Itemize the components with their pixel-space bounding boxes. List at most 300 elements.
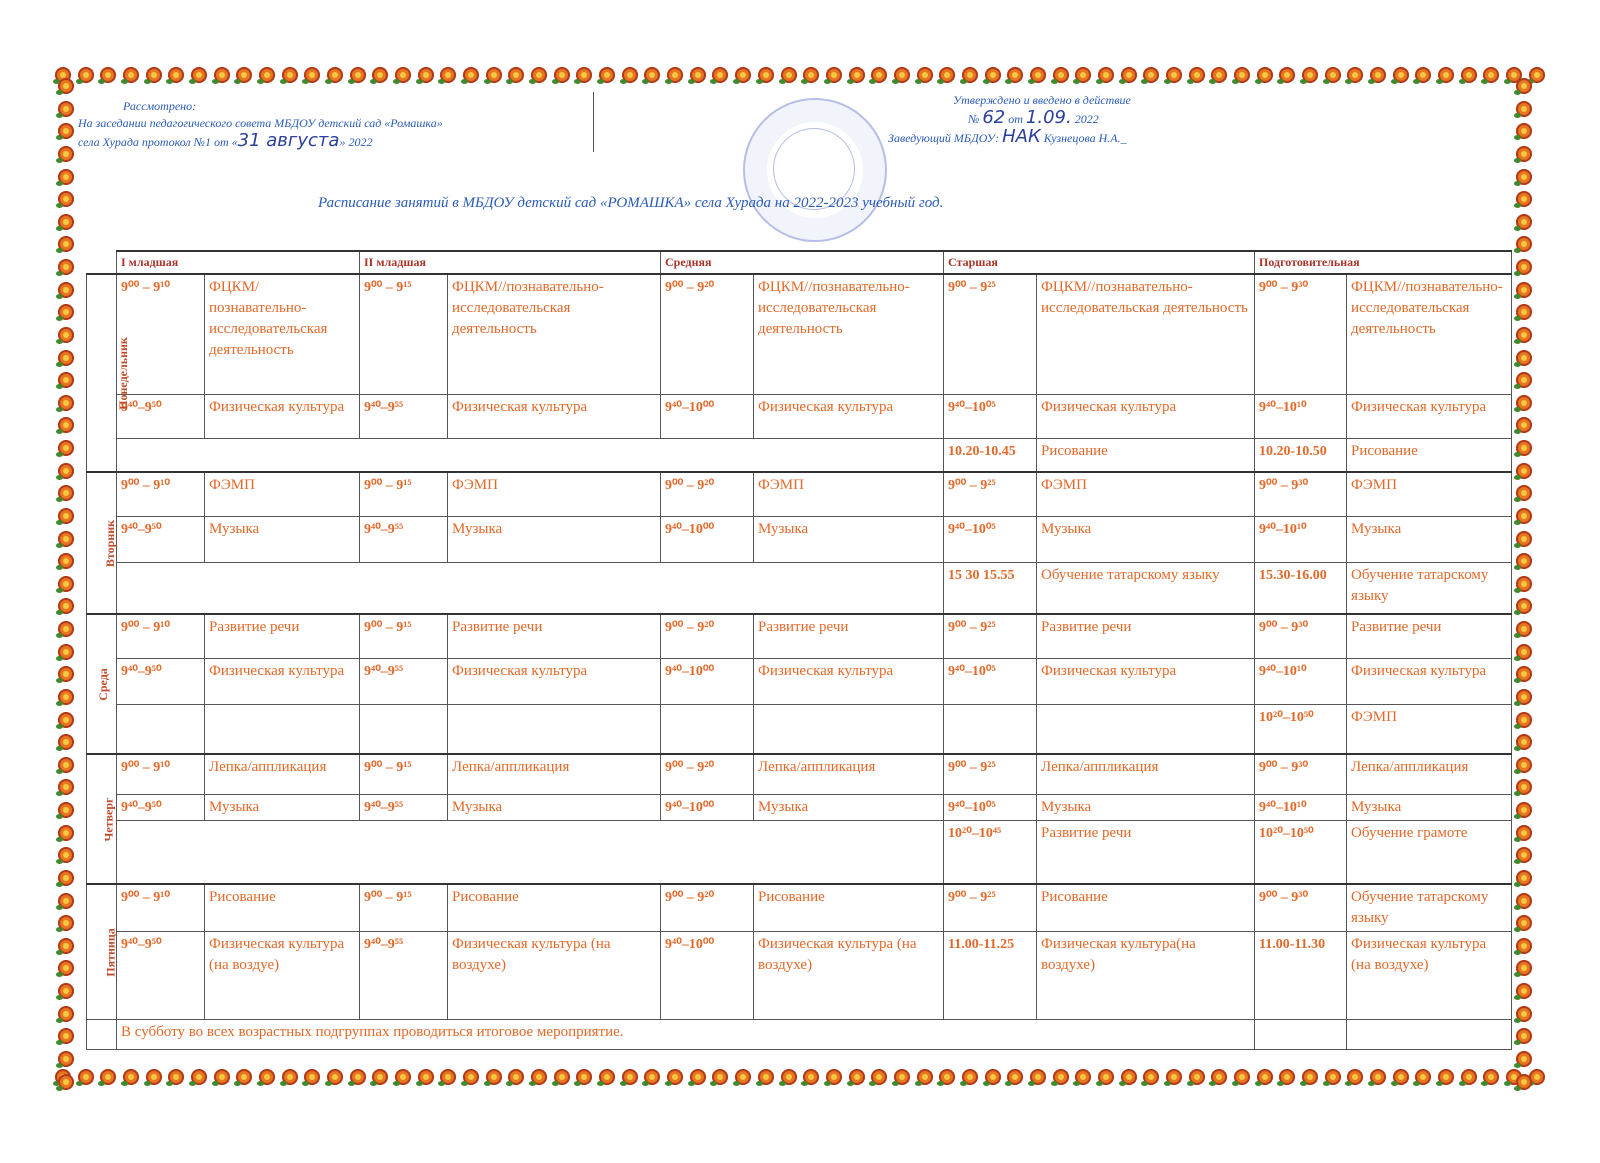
lesson-cell: Физическая культура(на воздухе) <box>1037 932 1255 1020</box>
flower-ornament <box>58 101 74 117</box>
flower-ornament <box>667 1069 683 1085</box>
empty-cell <box>1037 704 1255 754</box>
flower-ornament <box>1516 417 1532 433</box>
border-bottom <box>55 1066 1545 1088</box>
lesson-cell: ФЭМП <box>205 472 360 516</box>
flower-ornament <box>395 67 411 83</box>
flower-ornament <box>1347 67 1363 83</box>
flower-ornament <box>58 757 74 773</box>
flower-ornament <box>894 67 910 83</box>
flower-ornament <box>1516 847 1532 863</box>
flower-ornament <box>1415 1069 1431 1085</box>
lesson-cell: Музыка <box>754 794 944 820</box>
flower-ornament <box>1516 282 1532 298</box>
lesson-cell: ФЭМП <box>1037 472 1255 516</box>
time-cell: 9⁴⁰–9⁵⁵ <box>360 794 448 820</box>
flower-ornament <box>1516 1006 1532 1022</box>
flower-ornament <box>1098 67 1114 83</box>
lesson-cell: Рисование <box>1037 438 1255 472</box>
flower-ornament <box>214 67 230 83</box>
group-middle: Средняя <box>661 251 944 274</box>
lesson-cell: Физическая культура <box>1347 394 1512 438</box>
flower-ornament <box>58 598 74 614</box>
flower-ornament <box>1438 67 1454 83</box>
flower-ornament <box>871 1069 887 1085</box>
group-senior: Старшая <box>944 251 1255 274</box>
flower-ornament <box>849 67 865 83</box>
flower-ornament <box>1143 1069 1159 1085</box>
flower-ornament <box>1516 78 1532 94</box>
flower-ornament <box>1189 67 1205 83</box>
time-cell: 9⁰⁰ – 9³⁰ <box>1255 472 1347 516</box>
day-tuesday-label: Вторник <box>103 519 118 567</box>
flower-ornament <box>1516 712 1532 728</box>
considered-label: Рассмотрено: <box>123 99 197 113</box>
lesson-cell: Физическая культура (на воздухе) <box>754 932 944 1020</box>
flower-ornament <box>58 485 74 501</box>
empty-cell <box>944 704 1037 754</box>
thu-row-2 <box>87 794 1512 820</box>
flower-ornament <box>1279 1069 1295 1085</box>
flower-ornament <box>644 1069 660 1085</box>
wed-row-2 <box>87 658 1512 704</box>
flower-ornament <box>849 1069 865 1085</box>
lesson-cell: Лепка/аппликация <box>1347 754 1512 794</box>
time-cell: 9⁴⁰–9⁵⁵ <box>360 932 448 1020</box>
flower-ornament <box>58 802 74 818</box>
flower-ornament <box>236 67 252 83</box>
lesson-cell: Музыка <box>448 516 661 562</box>
flower-ornament <box>146 67 162 83</box>
flower-ornament <box>599 1069 615 1085</box>
lesson-cell: Развитие речи <box>754 614 944 658</box>
time-cell: 15 30 15.55 <box>944 562 1037 614</box>
protocol-suffix: » 2022 <box>339 135 373 149</box>
page-title: Расписание занятий в МБДОУ детский сад «РОМАШКА» села Хурада на 2022-2023 учебный год. <box>318 195 944 211</box>
time-cell: 9⁰⁰ – 9²⁵ <box>944 754 1037 794</box>
flower-ornament <box>100 1069 116 1085</box>
flower-ornament <box>123 67 139 83</box>
flower-ornament <box>1516 463 1532 479</box>
head-name: Кузнецова Н.А._ <box>1043 131 1127 145</box>
lesson-cell: Физическая культура <box>754 658 944 704</box>
lesson-cell: Рисование <box>1347 438 1512 472</box>
flower-ornament <box>1516 508 1532 524</box>
flower-ornament <box>58 508 74 524</box>
group-header-row <box>87 251 1512 274</box>
time-cell: 9⁴⁰–10⁰⁰ <box>661 932 754 1020</box>
flower-ornament <box>58 372 74 388</box>
time-cell: 9⁰⁰ – 9²⁵ <box>944 884 1037 932</box>
flower-ornament <box>1516 644 1532 660</box>
flower-ornament <box>1053 1069 1069 1085</box>
lesson-cell: ФЭМП <box>1347 472 1512 516</box>
flower-ornament <box>917 67 933 83</box>
flower-ornament <box>1516 666 1532 682</box>
lesson-cell: Физическая культура <box>448 658 661 704</box>
official-seal <box>743 98 887 242</box>
lesson-cell: Физическая культура <box>448 394 661 438</box>
flower-ornament <box>871 67 887 83</box>
flower-ornament <box>803 1069 819 1085</box>
flower-ornament <box>1075 1069 1091 1085</box>
flower-ornament <box>58 327 74 343</box>
footer-row <box>87 1020 1512 1050</box>
lesson-cell: Рисование <box>448 884 661 932</box>
lesson-cell: Музыка <box>754 516 944 562</box>
flower-ornament <box>168 1069 184 1085</box>
flower-ornament <box>58 123 74 139</box>
lesson-cell: Физическая культура <box>754 394 944 438</box>
flower-ornament <box>58 576 74 592</box>
lesson-cell: Развитие речи <box>448 614 661 658</box>
flower-ornament <box>1211 67 1227 83</box>
flower-ornament <box>282 67 298 83</box>
flower-ornament <box>1007 67 1023 83</box>
flower-ornament <box>1121 1069 1137 1085</box>
time-cell: 9⁴⁰–10⁰⁵ <box>944 658 1037 704</box>
time-cell: 9⁰⁰ – 9¹⁵ <box>360 614 448 658</box>
flower-ornament <box>1516 395 1532 411</box>
day-friday-label: Пятница <box>103 927 118 977</box>
flower-ornament <box>826 67 842 83</box>
flower-ornament <box>622 67 638 83</box>
flower-ornament <box>1516 1028 1532 1044</box>
flower-ornament <box>58 350 74 366</box>
lesson-cell: ФЭМП <box>448 472 661 516</box>
flower-ornament <box>58 689 74 705</box>
flower-ornament <box>58 870 74 886</box>
flower-ornament <box>1516 1074 1532 1090</box>
flower-ornament <box>58 915 74 931</box>
flower-ornament <box>1516 960 1532 976</box>
lesson-cell: Физическая культура <box>1037 658 1255 704</box>
time-cell: 9⁰⁰ – 9¹⁵ <box>360 884 448 932</box>
flower-ornament <box>576 67 592 83</box>
flower-ornament <box>1121 67 1137 83</box>
time-cell: 10.20-10.45 <box>944 438 1037 472</box>
flower-ornament <box>1461 67 1477 83</box>
flower-ornament <box>372 1069 388 1085</box>
lesson-cell: Физическая культура <box>205 658 360 704</box>
flower-ornament <box>917 1069 933 1085</box>
flower-ornament <box>690 1069 706 1085</box>
flower-ornament <box>58 644 74 660</box>
flower-ornament <box>735 1069 751 1085</box>
flower-ornament <box>1483 1069 1499 1085</box>
lesson-cell: Физическая культура <box>1037 394 1255 438</box>
time-cell: 9⁴⁰–9⁵⁰ <box>117 516 205 562</box>
flower-ornament <box>58 236 74 252</box>
time-cell: 9⁰⁰ – 9²⁰ <box>661 884 754 932</box>
mon-row-3 <box>87 438 1512 472</box>
time-cell: 9⁴⁰–10¹⁰ <box>1255 794 1347 820</box>
flower-ornament <box>58 938 74 954</box>
time-cell: 9⁰⁰ – 9²⁰ <box>661 274 754 394</box>
flower-ornament <box>1516 169 1532 185</box>
flower-ornament <box>58 282 74 298</box>
empty-cell <box>117 562 944 614</box>
time-cell: 9⁴⁰–10⁰⁰ <box>661 658 754 704</box>
flower-ornament <box>1516 621 1532 637</box>
group-preparatory: Подготовительная <box>1255 251 1512 274</box>
mon-row-1 <box>87 274 1512 394</box>
flower-ornament <box>1166 67 1182 83</box>
flower-ornament <box>508 67 524 83</box>
flower-ornament <box>1516 757 1532 773</box>
empty-cell <box>117 704 205 754</box>
flower-ornament <box>939 1069 955 1085</box>
lesson-cell: Музыка <box>1037 794 1255 820</box>
time-cell: 9⁰⁰ – 9¹⁰ <box>117 472 205 516</box>
approval-left <box>78 98 443 151</box>
time-cell: 9⁴⁰–9⁵⁰ <box>117 394 205 438</box>
flower-ornament <box>1166 1069 1182 1085</box>
flower-ornament <box>350 67 366 83</box>
flower-ornament <box>1234 1069 1250 1085</box>
flower-ornament <box>1211 1069 1227 1085</box>
flower-ornament <box>58 1028 74 1044</box>
flower-ornament <box>1483 67 1499 83</box>
flower-ornament <box>1393 1069 1409 1085</box>
flower-ornament <box>58 440 74 456</box>
flower-ornament <box>486 67 502 83</box>
lesson-cell: ФЭМП <box>754 472 944 516</box>
lesson-cell: Обучение грамоте <box>1347 820 1512 884</box>
flower-ornament <box>350 1069 366 1085</box>
time-cell: 9⁰⁰ – 9¹⁰ <box>117 754 205 794</box>
flower-ornament <box>58 463 74 479</box>
lesson-cell: Лепка/аппликация <box>754 754 944 794</box>
lesson-cell: Развитие речи <box>1347 614 1512 658</box>
flower-ornament <box>1516 101 1532 117</box>
flower-ornament <box>1516 915 1532 931</box>
border-top <box>55 64 1545 86</box>
flower-ornament <box>712 67 728 83</box>
schedule-sheet <box>78 90 1518 1065</box>
empty-cell <box>448 704 661 754</box>
flower-ornament <box>58 983 74 999</box>
flower-ornament <box>1516 938 1532 954</box>
head-line <box>888 128 1131 147</box>
flower-ornament <box>1516 531 1532 547</box>
lesson-cell: Рисование <box>754 884 944 932</box>
flower-ornament <box>214 1069 230 1085</box>
flower-ornament <box>1516 191 1532 207</box>
flower-ornament <box>78 67 94 83</box>
empty-cell <box>117 820 944 884</box>
council-line: На заседании педагогического совета МБДОУ детский сад «Ромашка» <box>78 116 443 130</box>
flower-ornament <box>1516 214 1532 230</box>
day-thursday-label: Четверг <box>101 797 116 841</box>
time-cell: 9⁰⁰ – 9²⁵ <box>944 614 1037 658</box>
flower-ornament <box>826 1069 842 1085</box>
flower-ornament <box>1053 67 1069 83</box>
wed-row-3 <box>87 704 1512 754</box>
time-cell: 9⁰⁰ – 9¹⁰ <box>117 614 205 658</box>
flower-ornament <box>58 1006 74 1022</box>
lesson-cell: Музыка <box>448 794 661 820</box>
flower-ornament <box>1516 304 1532 320</box>
time-cell: 10.20-10.50 <box>1255 438 1347 472</box>
flower-ornament <box>1516 123 1532 139</box>
lesson-cell: ФЦКМ//познавательно-исследовательская деятельность <box>448 274 661 394</box>
time-cell: 9⁰⁰ – 9³⁰ <box>1255 884 1347 932</box>
time-cell: 9⁰⁰ – 9¹⁰ <box>117 274 205 394</box>
flower-ornament <box>1516 146 1532 162</box>
flower-ornament <box>372 67 388 83</box>
fri-row-2 <box>87 932 1512 1020</box>
flower-ornament <box>985 67 1001 83</box>
flower-ornament <box>1325 1069 1341 1085</box>
time-cell: 10²⁰–10⁵⁰ <box>1255 704 1347 754</box>
day-tuesday <box>87 472 117 614</box>
time-cell: 9⁰⁰ – 9³⁰ <box>1255 614 1347 658</box>
time-cell: 10²⁰–10⁴⁵ <box>944 820 1037 884</box>
flower-ornament <box>1030 1069 1046 1085</box>
time-cell: 9⁴⁰–10⁰⁵ <box>944 516 1037 562</box>
flower-ornament <box>58 825 74 841</box>
lesson-cell: ФЭМП <box>1347 704 1512 754</box>
flower-ornament <box>735 67 751 83</box>
flower-ornament <box>554 1069 570 1085</box>
flower-ornament <box>58 712 74 728</box>
time-cell: 9⁴⁰–10¹⁰ <box>1255 394 1347 438</box>
flower-ornament <box>58 417 74 433</box>
corner-cell <box>87 251 117 274</box>
flower-ornament <box>1516 870 1532 886</box>
time-cell: 9⁴⁰–10⁰⁵ <box>944 394 1037 438</box>
flower-ornament <box>58 191 74 207</box>
time-cell: 9⁴⁰–10⁰⁰ <box>661 394 754 438</box>
flower-ornament <box>962 1069 978 1085</box>
flower-ornament <box>1516 350 1532 366</box>
lesson-cell: ФЦКМ/познавательно-исследовательская деятельность <box>205 274 360 394</box>
signature: НАК <box>1002 126 1041 147</box>
lesson-cell: Музыка <box>1347 794 1512 820</box>
lesson-cell: Музыка <box>1037 516 1255 562</box>
flower-ornament <box>1516 372 1532 388</box>
flower-ornament <box>58 666 74 682</box>
empty-cell <box>1255 1020 1347 1050</box>
order-date: 1.09. <box>1025 107 1072 128</box>
tue-row-3 <box>87 562 1512 614</box>
time-cell: 9⁰⁰ – 9³⁰ <box>1255 274 1347 394</box>
time-cell: 9⁴⁰–10¹⁰ <box>1255 516 1347 562</box>
approval-right <box>888 92 1131 147</box>
time-cell: 9⁰⁰ – 9¹⁵ <box>360 754 448 794</box>
time-cell: 9⁰⁰ – 9¹⁵ <box>360 472 448 516</box>
flower-ornament <box>1516 734 1532 750</box>
lesson-cell: Лепка/аппликация <box>1037 754 1255 794</box>
empty-cell <box>754 704 944 754</box>
flower-ornament <box>781 67 797 83</box>
flower-ornament <box>803 67 819 83</box>
time-cell: 9⁰⁰ – 9²⁰ <box>661 472 754 516</box>
flower-ornament <box>168 67 184 83</box>
flower-ornament <box>58 531 74 547</box>
flower-ornament <box>1516 1051 1532 1067</box>
order-number: 62 <box>982 107 1006 128</box>
flower-ornament <box>690 67 706 83</box>
flower-ornament <box>58 304 74 320</box>
lesson-cell: Развитие речи <box>1037 820 1255 884</box>
flower-ornament <box>486 1069 502 1085</box>
empty-cell <box>661 704 754 754</box>
order-year: 2022 <box>1074 112 1099 126</box>
lesson-cell: Физическая культура (на воздуе) <box>205 932 360 1020</box>
flower-ornament <box>123 1069 139 1085</box>
flower-ornament <box>576 1069 592 1085</box>
lesson-cell: Обучение татарскому языку <box>1037 562 1255 614</box>
flower-ornament <box>1257 1069 1273 1085</box>
flower-ornament <box>327 67 343 83</box>
lesson-cell: Рисование <box>1037 884 1255 932</box>
approved-label: Утверждено и введено в действие <box>953 93 1131 107</box>
lesson-cell: Рисование <box>205 884 360 932</box>
empty-cell <box>360 704 448 754</box>
flower-ornament <box>1257 67 1273 83</box>
day-friday <box>87 884 117 1020</box>
lesson-cell: Лепка/аппликация <box>205 754 360 794</box>
flower-ornament <box>58 169 74 185</box>
lesson-cell: Музыка <box>1347 516 1512 562</box>
time-cell: 9⁰⁰ – 9¹⁰ <box>117 884 205 932</box>
flower-ornament <box>1516 779 1532 795</box>
flower-ornament <box>418 1069 434 1085</box>
flower-ornament <box>440 67 456 83</box>
lesson-cell: Музыка <box>205 794 360 820</box>
flower-ornament <box>1030 67 1046 83</box>
day-thursday <box>87 754 117 884</box>
flower-ornament <box>1189 1069 1205 1085</box>
lesson-cell: Физическая культура <box>205 394 360 438</box>
flower-ornament <box>1302 1069 1318 1085</box>
protocol-prefix: села Хурада протокол №1 от « <box>78 135 238 149</box>
flower-ornament <box>1098 1069 1114 1085</box>
flower-ornament <box>100 67 116 83</box>
time-cell: 9⁰⁰ – 9²⁵ <box>944 472 1037 516</box>
flower-ornament <box>1370 67 1386 83</box>
mon-row-2 <box>87 394 1512 438</box>
flower-ornament <box>1347 1069 1363 1085</box>
lesson-cell: Обучение татарскому языку <box>1347 884 1512 932</box>
border-left <box>55 78 77 1090</box>
flower-ornament <box>712 1069 728 1085</box>
tue-row-1 <box>87 472 1512 516</box>
flower-ornament <box>1516 598 1532 614</box>
lesson-cell: Обучение татарскому языку <box>1347 562 1512 614</box>
group-2-junior: II младшая <box>360 251 661 274</box>
flower-ornament <box>1516 689 1532 705</box>
flower-ornament <box>1143 67 1159 83</box>
flower-ornament <box>1415 67 1431 83</box>
time-cell: 9⁴⁰–9⁵⁵ <box>360 394 448 438</box>
flower-ornament <box>78 1069 94 1085</box>
flower-ornament <box>1393 67 1409 83</box>
time-cell: 10²⁰–10⁵⁰ <box>1255 820 1347 884</box>
flower-ornament <box>531 1069 547 1085</box>
saturday-note: В субботу во всех возрастных подгруппах проводиться итоговое мероприятие. <box>117 1020 1255 1050</box>
flower-ornament <box>1461 1069 1477 1085</box>
fri-row-1 <box>87 884 1512 932</box>
flower-ornament <box>644 67 660 83</box>
time-cell: 9⁴⁰–9⁵⁵ <box>360 658 448 704</box>
flower-ornament <box>463 67 479 83</box>
flower-ornament <box>599 67 615 83</box>
lesson-cell: Лепка/аппликация <box>448 754 661 794</box>
flower-ornament <box>282 1069 298 1085</box>
